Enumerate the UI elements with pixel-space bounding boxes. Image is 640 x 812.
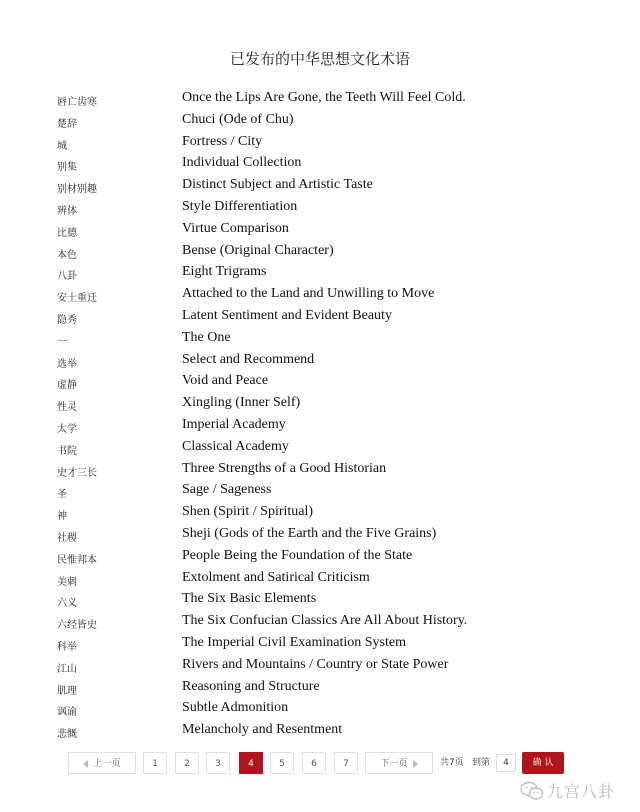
goto-label: 到第 — [472, 758, 491, 768]
term-chinese: 悲慨 — [57, 729, 77, 741]
term-row[interactable] — [0, 569, 640, 591]
goto-page-input[interactable]: 4 — [496, 754, 516, 772]
prev-page-label: 上一页 — [93, 759, 121, 769]
prev-page-button[interactable] — [68, 752, 136, 774]
term-chinese: 书院 — [57, 445, 77, 457]
term-row[interactable] — [0, 133, 640, 155]
watermark-text: 九宫八卦 — [547, 782, 616, 801]
term-chinese: 虚静 — [57, 380, 77, 392]
term-english: Void and Peace — [182, 373, 269, 389]
term-chinese: 神 — [57, 511, 67, 523]
term-chinese: 科举 — [57, 641, 77, 653]
term-chinese: 民惟邦本 — [57, 554, 97, 566]
term-english: Three Strengths of a Good Historian — [182, 460, 387, 476]
term-row[interactable] — [0, 656, 640, 678]
term-english: Imperial Academy — [182, 416, 286, 432]
term-row[interactable] — [0, 612, 640, 634]
term-chinese: 比德 — [57, 227, 77, 239]
page-button-4-current[interactable]: 4 — [239, 752, 263, 774]
term-row[interactable] — [0, 111, 640, 133]
term-row[interactable] — [0, 307, 640, 329]
term-chinese: 性灵 — [57, 402, 77, 414]
term-english: The Six Basic Elements — [182, 591, 317, 607]
page-title: 已发布的中华思想文化术语 — [229, 50, 410, 68]
term-chinese: 讽谕 — [57, 707, 77, 719]
term-row[interactable] — [0, 329, 640, 351]
term-english: Melancholy and Resentment — [182, 722, 343, 738]
term-row[interactable] — [0, 438, 640, 460]
term-chinese: 辨体 — [57, 205, 77, 217]
term-english: Sage / Sageness — [182, 482, 272, 498]
term-chinese: 楚辞 — [57, 118, 77, 130]
term-english: Attached to the Land and Unwilling to Move — [182, 286, 435, 302]
term-row[interactable] — [0, 198, 640, 220]
chevron-left-icon — [83, 760, 88, 768]
term-chinese: 安土重迁 — [57, 293, 97, 305]
term-english: Individual Collection — [182, 155, 302, 171]
term-chinese: 别材别趣 — [57, 184, 97, 196]
term-english: Distinct Subject and Artistic Taste — [182, 177, 373, 193]
term-chinese: 一 — [57, 336, 67, 348]
term-chinese: 唇亡齿寒 — [57, 97, 97, 108]
term-row[interactable] — [0, 590, 640, 612]
term-row[interactable] — [0, 678, 640, 700]
term-english: Select and Recommend — [182, 351, 315, 367]
term-chinese: 史才三长 — [57, 467, 97, 479]
page-button-7[interactable]: 7 — [334, 752, 358, 774]
total-pages-label: 共7页 — [440, 758, 464, 768]
term-english: Rivers and Mountains / Country or State Power — [182, 656, 449, 672]
term-chinese: 六义 — [57, 598, 77, 610]
term-row[interactable] — [0, 176, 640, 198]
term-row[interactable] — [0, 372, 640, 394]
term-row[interactable] — [0, 547, 640, 569]
next-page-label: 下一页 — [380, 759, 408, 769]
term-english: Subtle Admonition — [182, 700, 289, 716]
term-chinese: 六经皆史 — [57, 620, 97, 632]
page-button-2[interactable]: 2 — [175, 752, 199, 774]
term-english: Once the Lips Are Gone, the Teeth Will Feel Cold. — [182, 90, 466, 105]
term-row[interactable] — [0, 460, 640, 482]
watermark — [520, 779, 615, 805]
next-page-button[interactable] — [365, 752, 433, 774]
term-chinese: 八卦 — [57, 271, 77, 283]
term-english: The Six Confucian Classics Are All About History. — [182, 613, 468, 629]
term-english: Bense (Original Character) — [182, 242, 334, 258]
term-english: Classical Academy — [182, 438, 289, 454]
term-chinese: 本色 — [57, 249, 77, 261]
term-chinese: 选举 — [57, 358, 77, 370]
term-english: Virtue Comparison — [182, 220, 289, 236]
term-row[interactable] — [0, 263, 640, 285]
term-english: Eight Trigrams — [182, 264, 267, 280]
term-row[interactable] — [0, 154, 640, 176]
term-chinese: 城 — [57, 140, 67, 152]
wechat-icon — [520, 781, 544, 801]
chevron-right-icon — [413, 760, 418, 768]
term-chinese: 隐秀 — [57, 314, 77, 326]
term-english: The One — [182, 329, 231, 345]
term-row[interactable] — [0, 481, 640, 503]
term-english: Sheji (Gods of the Earth and the Five Grains) — [182, 525, 437, 541]
term-row[interactable] — [0, 394, 640, 416]
term-english: Reasoning and Structure — [182, 678, 320, 694]
page-button-3[interactable]: 3 — [206, 752, 230, 774]
term-chinese: 社稷 — [57, 532, 77, 544]
term-row[interactable] — [0, 525, 640, 547]
term-english: Style Differentiation — [182, 198, 298, 214]
term-english: People Being the Foundation of the State — [182, 547, 413, 563]
term-english: Extolment and Satirical Criticism — [182, 569, 370, 585]
term-row[interactable] — [0, 699, 640, 721]
term-row[interactable] — [0, 634, 640, 656]
term-list — [0, 89, 640, 743]
term-row[interactable] — [0, 89, 640, 111]
term-english: Fortress / City — [182, 133, 263, 149]
page-button-1[interactable]: 1 — [143, 752, 167, 774]
term-chinese: 美刺 — [57, 576, 77, 588]
term-chinese: 太学 — [57, 423, 77, 435]
term-row[interactable] — [0, 242, 640, 264]
term-row[interactable] — [0, 416, 640, 438]
term-chinese: 别集 — [57, 162, 77, 174]
term-chinese: 圣 — [57, 489, 67, 501]
term-row[interactable] — [0, 721, 640, 743]
term-english: Xingling (Inner Self) — [182, 395, 301, 411]
confirm-button[interactable]: 确 认 — [522, 752, 564, 774]
term-english: Chuci (Ode of Chu) — [182, 111, 294, 127]
page-button-6[interactable]: 6 — [302, 752, 326, 774]
term-english: Latent Sentiment and Evident Beauty — [182, 307, 392, 323]
term-row[interactable] — [0, 285, 640, 307]
term-row[interactable] — [0, 503, 640, 525]
term-chinese: 江山 — [57, 663, 77, 675]
pagination — [0, 752, 640, 776]
term-row[interactable] — [0, 220, 640, 242]
term-chinese: 肌理 — [57, 685, 77, 697]
page-button-5[interactable]: 5 — [270, 752, 294, 774]
term-english: Shen (Spirit / Spiritual) — [182, 504, 314, 520]
term-row[interactable] — [0, 351, 640, 373]
term-english: The Imperial Civil Examination System — [182, 634, 406, 650]
